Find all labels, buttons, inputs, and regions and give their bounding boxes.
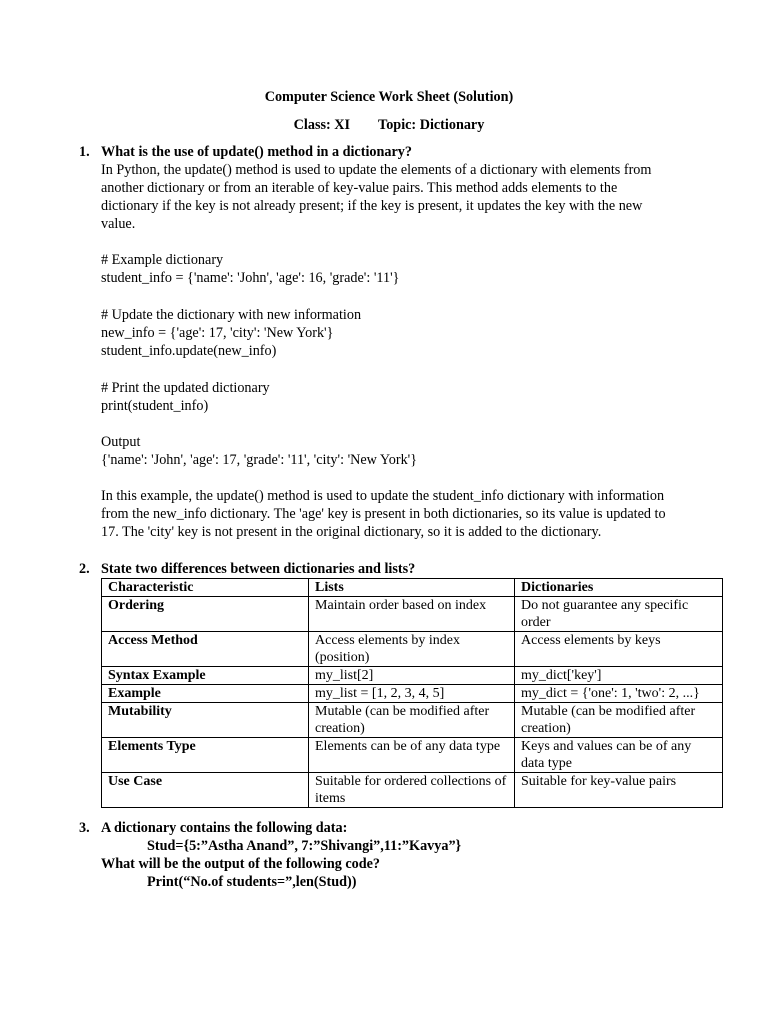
q1-code-update bbox=[101, 306, 726, 360]
table-cell: Suitable for ordered collections of items bbox=[309, 773, 515, 808]
code-comment: # Print the updated dictionary bbox=[101, 380, 270, 396]
table-cell: Example bbox=[102, 685, 309, 703]
output-label: Output bbox=[101, 434, 141, 450]
table-cell: Access elements by keys bbox=[515, 632, 723, 667]
table-cell: Keys and values can be of any data type bbox=[515, 738, 723, 773]
code-line: student_info = {'name': 'John', 'age': 16, 'grade': '11'} bbox=[101, 270, 400, 286]
q1-code-example bbox=[101, 251, 726, 287]
q3-data-line: Stud={5:”Astha Anand”, 7:”Shivangi”,11:”Kavya”} bbox=[147, 838, 462, 854]
text-line: dictionary if the key is not already present; if the key is present, it updates the key with the new bbox=[101, 198, 643, 214]
table-cell: my_dict = {'one': 1, 'two': 2, ...} bbox=[515, 685, 723, 703]
table-row bbox=[102, 667, 723, 685]
table-cell: my_list[2] bbox=[309, 667, 515, 685]
table-cell: Mutable (can be modified after creation) bbox=[515, 703, 723, 738]
column-header: Dictionaries bbox=[515, 579, 723, 597]
code-line: student_info.update(new_info) bbox=[101, 343, 277, 359]
text-line: value. bbox=[101, 216, 136, 232]
page-title: Computer Science Work Sheet (Solution) bbox=[264, 89, 514, 105]
comparison-table bbox=[101, 578, 723, 808]
code-comment: # Update the dictionary with new information bbox=[101, 307, 362, 323]
table-row bbox=[102, 703, 723, 738]
table-row bbox=[102, 632, 723, 667]
table-row bbox=[102, 597, 723, 632]
table-row bbox=[102, 773, 723, 808]
table-cell: Elements can be of any data type bbox=[309, 738, 515, 773]
table-cell: Use Case bbox=[102, 773, 309, 808]
table-cell: Mutability bbox=[102, 703, 309, 738]
table-cell: Maintain order based on index bbox=[309, 597, 515, 632]
q2-question: State two differences between dictionaries and lists? bbox=[101, 561, 416, 577]
text-line: another dictionary or from an iterable of key-value pairs. This method adds elements to the bbox=[101, 180, 618, 196]
table-cell: my_list = [1, 2, 3, 4, 5] bbox=[309, 685, 515, 703]
q3-question: A dictionary contains the following data: bbox=[101, 820, 348, 836]
table-cell: Access Method bbox=[102, 632, 309, 667]
table-cell: Suitable for key-value pairs bbox=[515, 773, 723, 808]
class-topic-line bbox=[0, 116, 768, 134]
text-line: 17. The 'city' key is not present in the original dictionary, so it is added to the dictionary. bbox=[101, 524, 602, 540]
code-comment: # Example dictionary bbox=[101, 252, 224, 268]
table-row bbox=[102, 738, 723, 773]
table-cell: Access elements by index (position) bbox=[309, 632, 515, 667]
text-line: from the new_info dictionary. The 'age' key is present in both dictionaries, so its value is updated to bbox=[101, 506, 666, 522]
text-line: In Python, the update() method is used to update the elements of a dictionary with elements from bbox=[101, 162, 652, 178]
table-cell: Do not guarantee any specific order bbox=[515, 597, 723, 632]
table-header-row bbox=[102, 579, 723, 597]
code-line: new_info = {'age': 17, 'city': 'New York'} bbox=[101, 325, 334, 341]
table-cell: Mutable (can be modified after creation) bbox=[309, 703, 515, 738]
q1-output bbox=[101, 433, 726, 469]
code-line: print(student_info) bbox=[101, 398, 209, 414]
column-header: Characteristic bbox=[102, 579, 309, 597]
q3-number: 3. bbox=[79, 820, 90, 836]
q1-question: What is the use of update() method in a dictionary? bbox=[101, 144, 412, 160]
q1-answer-intro bbox=[101, 161, 726, 233]
q3-question-2: What will be the output of the following code? bbox=[101, 856, 381, 872]
table-cell: Ordering bbox=[102, 597, 309, 632]
q1-explanation bbox=[101, 487, 726, 541]
topic-label: Topic: Dictionary bbox=[378, 117, 485, 133]
table-row bbox=[102, 685, 723, 703]
text-line: In this example, the update() method is used to update the student_info dictionary with information bbox=[101, 488, 665, 504]
q3-code-line: Print(“No.of students=”,len(Stud)) bbox=[147, 874, 357, 890]
output-value: {'name': 'John', 'age': 17, 'grade': '11', 'city': 'New York'} bbox=[101, 452, 418, 468]
q1-code-print bbox=[101, 379, 726, 415]
q2-number: 2. bbox=[79, 561, 90, 577]
class-label: Class: XI bbox=[293, 117, 351, 133]
table-cell: Elements Type bbox=[102, 738, 309, 773]
column-header: Lists bbox=[309, 579, 515, 597]
table-cell: Syntax Example bbox=[102, 667, 309, 685]
table-cell: my_dict['key'] bbox=[515, 667, 723, 685]
q1-number: 1. bbox=[79, 144, 90, 160]
